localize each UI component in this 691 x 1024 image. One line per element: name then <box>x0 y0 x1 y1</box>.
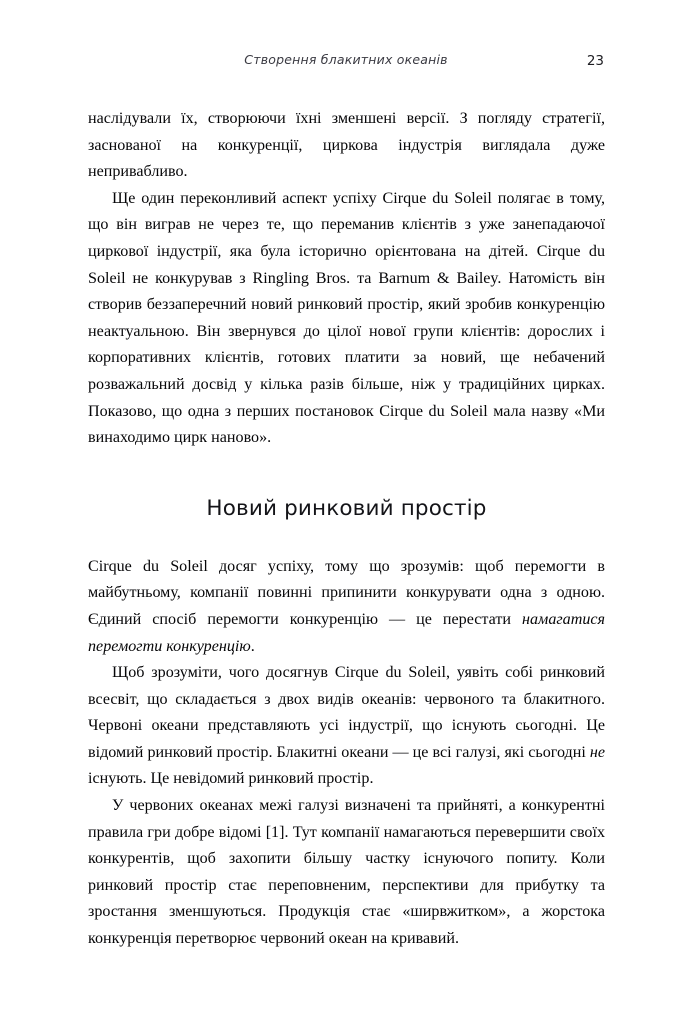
text-run: Ще один переконливий аспект успіху Cirque du Soleil полягає в тому, що він виграв не через те, що переманив клієнтів з уже занепадаючої циркової індустрії, яка була історично орієнтована на дітей. Cirque du Soleil не конкурував з Ringling Bros. та Barnum & Bailey. Натомість він створив беззаперечний новий ринковий простір, який зробив конкуренцію неактуальною. Він звернувся до цілої нової групи клієнтів: дорослих і корпоративних клієнтів, готових платити за новий, ще небачений розважальний досвід у кілька разів більше, ніж у традиційних цирках. Показово, що одна з перших постановок Cirque du Soleil мала назву «Ми винаходимо цирк наново». <box>88 189 605 447</box>
paragraph <box>88 186 605 452</box>
paragraph <box>88 554 605 660</box>
emphasis-text: не <box>589 743 605 761</box>
text-run: існують. Це невідомий ринковий простір. <box>88 770 374 788</box>
section-heading: Новий ринковий простір <box>206 495 487 521</box>
text-run: У червоних океанах межі галузі визначені та прийняті, а конкурентні правила гри добре відомі [1]. Тут компанії намагаються перевершити своїх конкурентів, щоб захопити більшу частку існуючого попиту. Коли ринковий простір стає переповненим, перспективи для прибутку та зростання зменшуються. Продукція стає «ширвжитком», а жорстока конкуренція перетворює червоний океан на кривавий. <box>88 797 605 948</box>
text-run: Cirque du Soleil досяг успіху, тому що зрозумів: щоб перемогти в майбутньому, компанії повинні припинити конкурувати одна з одною. Єдиний спосіб перемогти конкуренцію — це перестати <box>88 557 605 628</box>
text-column <box>88 106 605 953</box>
running-head-title: Створення блакитних океанів <box>244 52 448 67</box>
paragraph <box>88 793 605 953</box>
running-head <box>88 52 604 74</box>
text-run: . <box>250 637 255 655</box>
page-number: 23 <box>586 53 604 69</box>
text-run: наслідували їх, створюючи їхні зменшені версії. З погляду стратегії, заснованої на конкуренції, циркова індустрія виглядала дуже непривабливо. <box>88 110 605 181</box>
paragraph-continuation <box>88 106 605 186</box>
section-heading-block <box>88 452 605 554</box>
text-run: Щоб зрозуміти, чого досягнув Cirque du Soleil, уявіть собі ринковий всесвіт, що складається з двох видів океанів: червоного та блакитного. Червоні океани представляють усі індустрії, що існують сьогодні. Це відомий ринковий простір. Блакитні океани — це всі галузі, які сьогодні <box>88 664 605 761</box>
emphasis-text: намагатися перемогти конкуренцію <box>88 610 605 655</box>
paragraph <box>88 660 605 793</box>
